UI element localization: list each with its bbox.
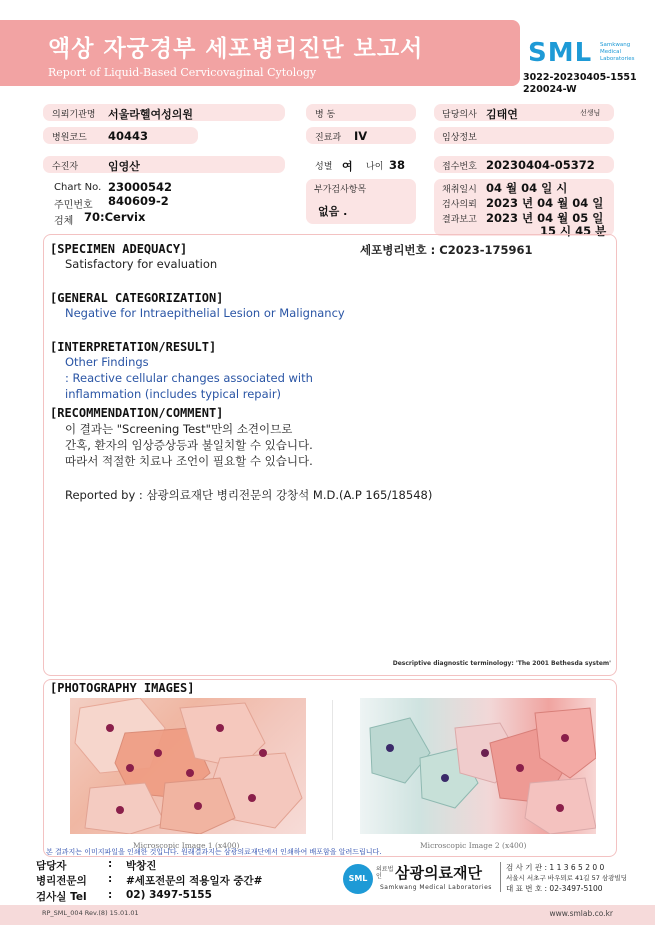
interpretation-line-3: inflammation (includes typical repair) xyxy=(65,387,282,401)
print-notice: 본 결과지는 이미지파일을 인쇄한 것입니다. 원래결과지는 삼광의료재단에서 인쇄하여 배포함을 알려드립니다. xyxy=(46,848,382,856)
pathologist-colon: : xyxy=(108,873,113,885)
org-address: 서울시 서초구 바우뫼로 41길 57 삼광빌딩 xyxy=(506,874,628,882)
dept-label: 진료과 xyxy=(315,133,342,143)
lab-tel-colon: : xyxy=(108,889,113,901)
extra-tests-value: 없음 . xyxy=(318,205,348,218)
chart-label: Chart No. xyxy=(54,182,102,193)
request-label: 검사의뢰 xyxy=(442,200,477,210)
microscopic-image-1 xyxy=(70,698,306,834)
hospital-code-value: 40443 xyxy=(108,129,149,143)
adequacy-text: Satisfactory for evaluation xyxy=(65,257,218,271)
foundation-name: 삼광의료재단 xyxy=(395,864,482,882)
lab-tel-label: 검사실 Tel xyxy=(36,891,87,903)
patient-name-value: 임영산 xyxy=(108,160,140,173)
image-2-caption: Microscopic Image 2 (x400) xyxy=(420,841,527,850)
foundation-logo-icon: SML xyxy=(343,864,373,894)
extra-tests-label: 부가검사항목 xyxy=(314,185,367,195)
age-value: 38 xyxy=(389,158,406,172)
foundation-corp-type: 의료법인 xyxy=(376,866,394,880)
org-registration: 검 사 기 관 : 1 1 3 6 5 2 0 0 xyxy=(506,863,605,872)
doctor-suffix: 선생님 xyxy=(580,109,601,117)
general-heading: [GENERAL CATEGORIZATION] xyxy=(50,291,224,305)
receipt-value: 20230404-05372 xyxy=(486,158,595,172)
recommendation-heading: [RECOMMENDATION/COMMENT] xyxy=(50,406,224,420)
interpretation-heading: [INTERPRETATION/RESULT] xyxy=(50,340,217,354)
report-title: 액상 자궁경부 세포병리진단 보고서 xyxy=(48,36,424,62)
sex-label: 성별 xyxy=(315,162,333,172)
request-value: 2023 년 04 월 04 일 xyxy=(486,196,604,210)
cells-pink-graphic xyxy=(70,698,306,834)
exam-label: 검체 xyxy=(54,216,74,227)
person-label: 담당자 xyxy=(36,860,67,872)
interpretation-line-2: : Reactive cellular changes associated with xyxy=(65,371,313,385)
report-number: 3022-20230405-1551 220024-W xyxy=(523,72,637,95)
form-code: RP_SML_004 Rev.(8) 15.01.01 xyxy=(42,909,139,917)
id-label: 주민번호 xyxy=(54,200,93,211)
sex-value: 여 xyxy=(342,160,353,173)
doctor-label: 담당의사 xyxy=(442,110,477,120)
exam-value: 70:Cervix xyxy=(84,210,146,224)
hospital-code-label: 병원코드 xyxy=(52,133,87,143)
report-subtitle: Report of Liquid-Based Cervicovaginal Cytology xyxy=(48,66,317,79)
patient-name-label: 수진자 xyxy=(52,162,79,172)
chart-value: 23000542 xyxy=(108,180,173,194)
recommendation-line-3: 따라서 적절한 치료나 조언이 필요할 수 있습니다. xyxy=(65,454,313,468)
lab-tel-value: 02) 3497-5155 xyxy=(126,889,212,901)
image-1-caption: Microscopic Image 1 (x400) xyxy=(133,841,240,850)
recommendation-line-1: 이 결과는 "Screening Test"만의 소견이므로 xyxy=(65,422,293,436)
collect-value: 04 월 04 일 시 xyxy=(486,181,568,195)
sml-logo: SML xyxy=(528,38,593,68)
person-colon: : xyxy=(108,858,113,870)
terminology-note: Descriptive diagnostic terminology: 'The 2001 Bethesda system' xyxy=(392,660,611,667)
recommendation-line-2: 간혹, 환자의 임상증상등과 불일치할 수 있습니다. xyxy=(65,438,313,452)
doctor-value: 김태연 xyxy=(486,108,518,121)
general-text: Negative for Intraepithelial Lesion or Malignancy xyxy=(65,306,345,320)
collect-label: 채취일시 xyxy=(442,185,477,195)
website-link[interactable]: www.smlab.co.kr xyxy=(549,909,613,918)
cells-mixed-graphic xyxy=(360,698,596,834)
patient-name-field xyxy=(43,156,285,173)
institution-value: 서울라헬여성의원 xyxy=(108,108,194,121)
cytopathology-number: 세포병리번호 : C2023-175961 xyxy=(360,243,533,257)
image-divider xyxy=(332,700,333,840)
interpretation-line-1: Other Findings xyxy=(65,355,149,369)
pathologist-label: 병리전문의 xyxy=(36,875,87,887)
footer-divider xyxy=(500,862,501,892)
person-value: 박창진 xyxy=(126,860,157,872)
id-value: 840609-2 xyxy=(108,194,169,208)
foundation-name-en: Samkwang Medical Laboratories xyxy=(380,884,492,891)
clinical-info-label: 임상정보 xyxy=(442,133,477,143)
ward-label: 병 동 xyxy=(315,110,336,120)
result-label: 결과보고 xyxy=(442,215,477,225)
microscopic-image-2 xyxy=(360,698,596,834)
photography-heading: [PHOTOGRAPHY IMAGES] xyxy=(50,681,195,695)
institution-label: 의뢰기관명 xyxy=(52,110,96,120)
org-phone: 대 표 번 호 : 02-3497-5100 xyxy=(506,884,603,893)
result-value: 2023 년 04 월 05 일 xyxy=(486,211,604,225)
reported-by: Reported by : 삼광의료재단 병리전문의 강창석 M.D.(A.P 165/18548) xyxy=(65,488,433,502)
age-label: 나이 xyxy=(366,162,384,172)
receipt-label: 접수번호 xyxy=(442,162,477,172)
dept-value: IV xyxy=(354,129,368,143)
sml-logo-subtext: Samkwang Medical Laboratories xyxy=(600,42,635,62)
adequacy-heading: [SPECIMEN ADEQUACY] xyxy=(50,242,188,256)
pathologist-value: #세포전문의 적용일자 중간# xyxy=(126,875,263,887)
result-time-value: 15 시 45 분 xyxy=(540,224,607,238)
